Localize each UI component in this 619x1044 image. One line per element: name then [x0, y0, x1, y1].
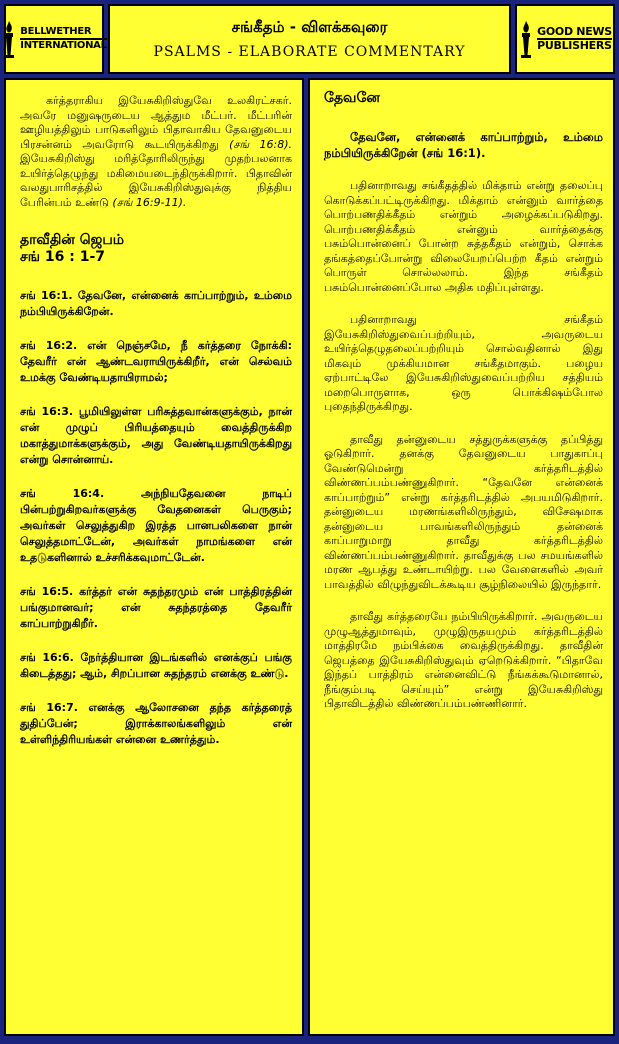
header	[4, 4, 615, 74]
section-reference: சங் 16 : 1-7	[20, 249, 106, 265]
bellwether-line2: INTERNATIONAL	[20, 40, 107, 51]
key-verse-quote: தேவனே, என்னைக் காப்பாற்றும், உம்மை நம்பியிருக்கிறேன் (சங் 16:1).	[324, 130, 603, 160]
commentary-heading: தேவனே	[324, 90, 380, 106]
good-news-line1: GOOD NEWS	[537, 25, 612, 38]
verse-16-5: சங் 16:5. கர்த்தர் என் சுதந்தரமும் என் பாத்திரத்தின் பங்குமானவர்; என் சுதந்தரத்தை தேவரீர் காப்பாற்றுகிறீர்.	[20, 585, 292, 630]
intro-ref-2: (சங் 16:9-11).	[112, 195, 187, 209]
page-title-tamil: சங்கீதம் - விளக்கவுரை	[231, 18, 388, 36]
page-title-english: PSALMS - ELABORATE COMMENTARY	[153, 44, 466, 60]
verse-16-2: சங் 16:2. என் நெஞ்சமே, நீ கர்த்தரை நோக்கி: தேவரீர் என் ஆண்டவராயிருக்கிறீர், என் செல்வம் உமக்கு வேண்டியதாயிராமல்;	[20, 339, 292, 384]
verse-16-1: சங் 16:1. தேவனே, என்னைக் காப்பாற்றும், உம்மை நம்பியிருக்கிறேன்.	[20, 289, 292, 318]
bellwether-line1: BELLWETHER	[20, 26, 106, 40]
verse-16-6: சங் 16:6. நேர்த்தியான இடங்களில் எனக்குப் பங்கு கிடைத்தது; ஆம், சிறப்பான சுதந்தரம் எனக்கு உண்டு.	[20, 651, 292, 680]
torch-icon	[518, 19, 534, 59]
commentary-paragraph-1: பதினாறாவது சங்கீதத்தில் மிக்தாம் என்று தலைப்பு கொடுக்கப்பட்டிருக்கிறது. மிக்தாம் என்னும் வார்த்தை பொற்பணதிக்கீதம் என்றும் அழைக்கப்படுகிறது. பொற்பணதிக்கீதம் என்னும் வார்த்தைக்கு பசும்பொன்னைப் போன்ற சுத்தகீதம் என்றும், சொக்க தங்கத்தைப்போன்று விலையேறப்பெற்ற கீதம் என்றும் பொருள் சொல்லலாம். இந்த சங்கீதம் பசும்பொன்னைப்போல அதிக மதிப்புள்ளது.	[324, 179, 603, 294]
commentary-paragraph-4: தாவீது கர்த்தரையே நம்பியிருக்கிறார். அவருடைய முழுஆத்துமாவும், முழுஇருதயமும் கர்த்தரிடத்தில் மாத்திரமே நம்பிக்கை வைத்திருக்கிறது. தாவீதின் ஜெபத்தை இயேசுகிறிஸ்துவும் ஏறெடுக்கிறார். “பிதாவே இந்தப் பாத்திரம் என்னைவிட்டு நீங்கக்கூடுமானால், நீங்கும்படி செய்யும்” என்று இயேசுகிறிஸ்து பிதாவிடத்தில் விண்ணப்பம்பண்ணினார்.	[324, 610, 603, 710]
verse-16-3: சங் 16:3. பூமியிலுள்ள பரிசுத்தவான்களுக்கும், நான் என் முழுப் பிரியத்தையும் வைத்திருக்கிற மகாத்துமாக்களுக்கும், அது வேண்டியதாயிருக்கிறது என்று சொன்னாய்.	[20, 405, 292, 466]
torch-icon	[1, 19, 17, 59]
good-news-logo	[515, 4, 615, 74]
commentary-paragraph-2: பதினாறாவது சங்கீதம் இயேசுகிறிஸ்துவைப்பற்றியும், அவருடைய உயிர்த்தெழுதலைப்பற்றியும் சொல்வதினால் இது மிகவும் முக்கியமான சங்கீதமாகும். பழைய ஏற்பாட்டிலே இயேசுகிறிஸ்துவைப்பற்றிய சத்தியம் மறைபொருளாக, ஒரு பொக்கிஷம்போல புதைந்திருக்கிறது.	[324, 313, 603, 413]
intro-ref-1: (சங் 16:8).	[229, 137, 292, 151]
verse-16-7: சங் 16:7. எனக்கு ஆலோசனை தந்த கர்த்தரைத் துதிப்பேன்; இராக்காலங்களிலும் என் உள்ளிந்திரியங்கள் என்னை உணர்த்தும்.	[20, 701, 292, 746]
verse-16-4: சங் 16:4. அந்நியதேவனை நாடிப் பின்பற்றுகிறவர்களுக்கு வேதனைகள் பெருகும்; அவர்கள் செலுத்துகிற இரத்த பானபலிகளை நான் செலுத்தமாட்டேன், அவர்கள் நாமங்களை என் உதடுகளினால் உச்சரிக்கவுமாட்டேன்.	[20, 487, 292, 564]
good-news-line2: PUBLISHERS	[537, 39, 612, 52]
intro-text-1: கர்த்தராகிய இயேசுகிறிஸ்துவே உலகிரட்சகர். அவரே மனுஷருடைய ஆத்தும மீட்பர். மீட்பரின் ஊழியத்திலும் பாடுகளிலும் பிதாவாகிய தேவனுடைய பிரசன்னம் அவரோடு கூடயிருக்கிறது	[20, 94, 292, 151]
intro-paragraph	[20, 94, 292, 210]
right-column	[308, 78, 615, 1036]
bellwether-logo	[4, 4, 107, 74]
title-box	[108, 4, 511, 74]
intro-text-2: இயேசுகிறிஸ்து மரித்தோரிலிருந்து முதற்பலனாக உயிர்த்தெழுந்து மகிமையடைந்திருக்கிறார். பிதாவின் வலதுபாரிசத்தில் இயேசுகிறிஸ்துவுக்கு நித்திய பேரின்பம் உண்டு	[20, 152, 292, 209]
section-heading: தாவீதின் ஜெபம்	[20, 232, 125, 248]
left-column	[4, 78, 304, 1036]
content-area	[4, 78, 615, 1036]
commentary-paragraph-3: தாவீது தன்னுடைய சத்துருக்களுக்கு தப்பித்து ஓடுகிறார். தனக்கு தேவனுடைய பாதுகாப்பு வேண்டுமென்று கர்த்தரிடத்தில் விண்ணப்பம்பண்ணுகிறார். “தேவனே என்னைக் காப்பாற்றும்” என்று கர்த்தரிடத்தில் அபயமிடுகிறார். தன்னுடைய மரணங்களிலிருந்தும், விசேஷமாக தன்னுடைய பாவங்களிலிருந்தும் தன்னைக் காப்பாறுமாறு தாவீது கர்த்தரிடத்தில் விண்ணப்பம்பண்ணுகிறார். தாவீதுக்கு பல சமயங்களில் மரண ஆபத்து உண்டாயிற்று. பல வேளைகளில் அவர் பாவத்தில் விழுந்துவிடக்கூடிய சூழ்நிலையில் இருந்தார்.	[324, 432, 603, 591]
